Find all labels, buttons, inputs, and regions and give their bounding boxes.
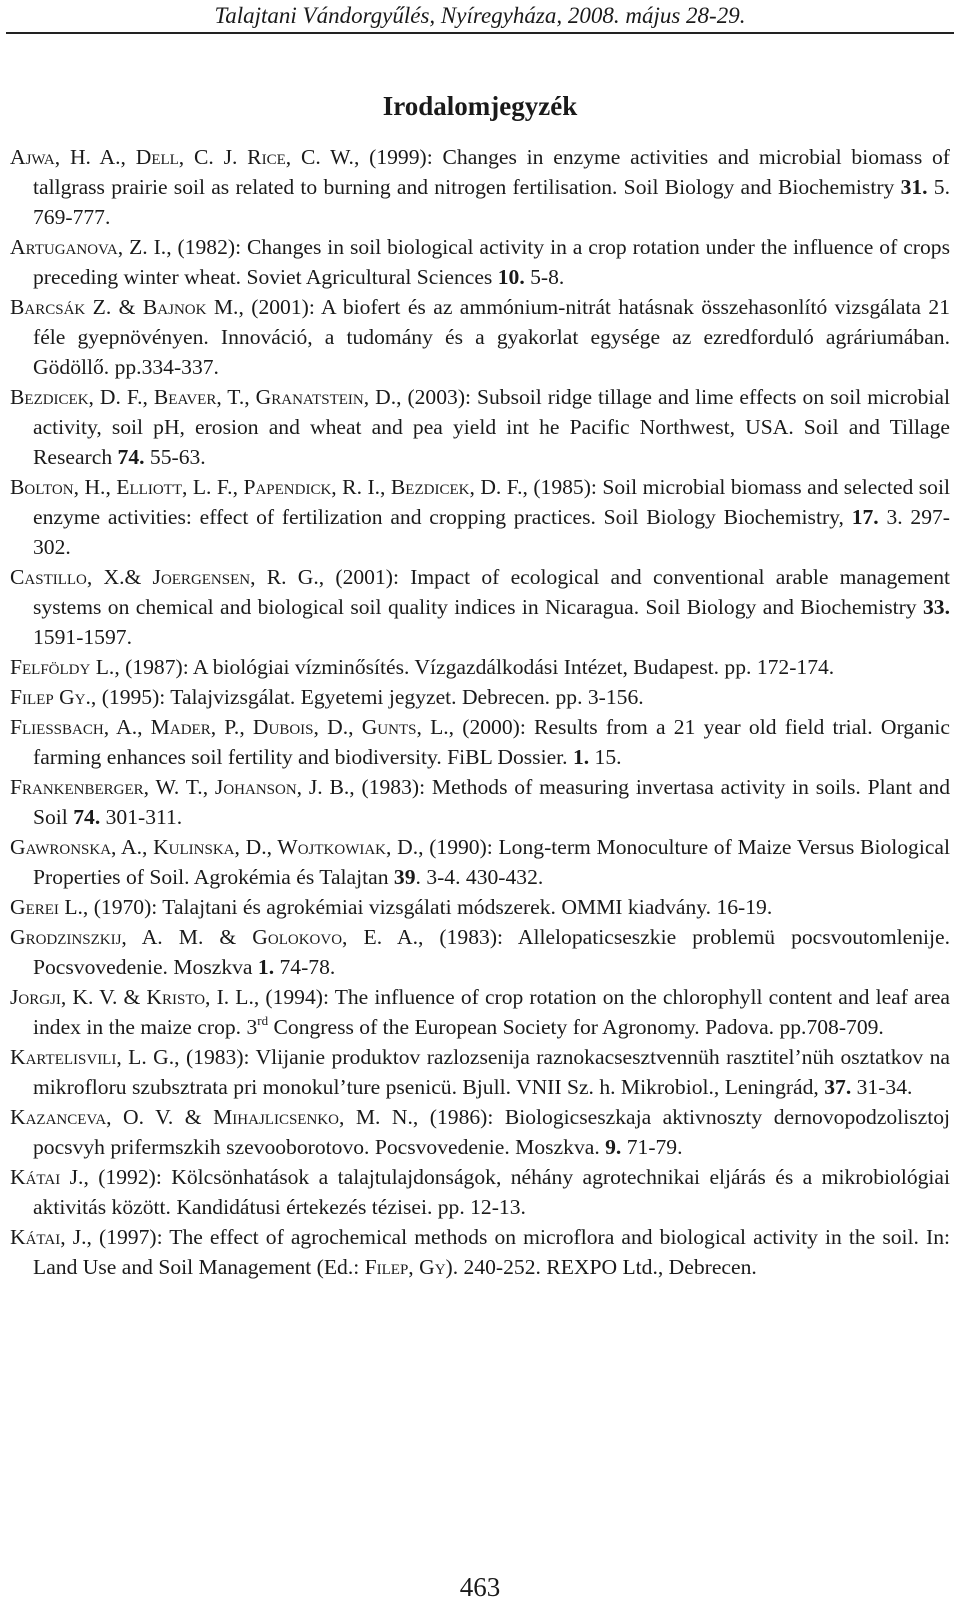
reference-editor: Filep, Gy (364, 1255, 446, 1279)
reference-authors: Gawronska, A., Kulinska, D., Wojtkowiak, D. (10, 835, 419, 859)
reference-volume: 9. (605, 1135, 622, 1159)
reference-authors: Bezdicek, D. F., Beaver, T., Granatstein, D. (10, 385, 397, 409)
reference-entry: Barcsák Z. & Bajnok M., (2001): A biofert és az ammónium-nitrát hatásnak összehasonlító vizsgálata 21 féle gyepnövényen. Innováció, a tudomány és a gyakorlat egysége az ezredforduló agráriumában. Gödöllő. pp.334-337. (10, 295, 950, 379)
reference-volume: 1. (572, 745, 590, 769)
reference-entry: Filep Gy., (1995): Talajvizsgálat. Egyetemi jegyzet. Debrecen. pp. 3-156. (10, 685, 644, 709)
reference-entry: Frankenberger, W. T., Johanson, J. B., (1983): Methods of measuring invertasa activity in soils. Plant and Soil 74. 301-311. (10, 775, 950, 829)
reference-volume: 10. (497, 265, 525, 289)
reference-entry: Jorgji, K. V. & Kristo, I. L., (1994): The influence of crop rotation on the chlorophyll content and leaf area index in the maize crop. 3rd Congress of the European Society for Agronomy. Padova. pp.708-709. (10, 985, 950, 1039)
section-title: Irodalomjegyzék (382, 91, 578, 121)
reference-volume: 33. (923, 595, 950, 619)
reference-entry: Ajwa, H. A., Dell, C. J. Rice, C. W., (1999): Changes in enzyme activities and microbial biomass of tallgrass prairie soil as related to burning and nitrogen fertilisation. Soil Biology and Biochemistry 31. 5. 769-777. (10, 145, 950, 229)
reference-volume: 1. (257, 955, 275, 979)
reference-entry: Gerei L., (1970): Talajtani és agrokémiai vizsgálati módszerek. OMMI kiadvány. 16-19. (10, 895, 773, 919)
reference-authors: Castillo, X.& Joergensen, R. G. (10, 565, 319, 589)
reference-authors: Artuganova, Z. I. (10, 235, 167, 259)
reference-authors: Kátai J. (10, 1165, 84, 1189)
reference-authors: Frankenberger, W. T., Johanson, J. B. (10, 775, 350, 799)
running-header: Talajtani Vándorgyűlés, Nyíregyháza, 2008. május 28-29. (214, 3, 746, 28)
reference-entry: Kartelisvili, L. G., (1983): Vlijanie produktov razlozsenija raznokacsesztvennüh rasztitelʼnüh osztatkov na mikrofloru szubsztrata pri monokulʼture psenicü. Bjull. VNII Sz. h. Mikrobiol., Leningrád, 37. 31-34. (10, 1045, 950, 1099)
page-number: 463 (459, 1572, 501, 1602)
reference-list (10, 142, 950, 1282)
reference-authors: Grodzinszkij, A. M. & Golokovo, E. A. (10, 925, 418, 949)
reference-entry: Bolton, H., Elliott, L. F., Papendick, R. I., Bezdicek, D. F., (1985): Soil microbial biomass and selected soil enzyme activities: effect of fertilization and cropping practices. Soil Biology Biochemistry, 17. 3. 297-302. (10, 475, 950, 559)
reference-entry: Castillo, X.& Joergensen, R. G., (2001): Impact of ecological and conventional arable management systems on chemical and biological soil quality indices in Nicaragua. Soil Biology and Biochemistry 33. 1591-1597. (10, 565, 951, 649)
reference-authors: Bolton, H., Elliott, L. F., Papendick, R. I., Bezdicek, D. F. (10, 475, 523, 499)
reference-entry: Fliessbach, A., Mader, P., Dubois, D., Gunts, L., (2000): Results from a 21 year old field trial. Organic farming enhances soil fertility and biodiversity. FiBL Dossier. 1. 15. (10, 715, 951, 769)
reference-volume: 74. (117, 445, 145, 469)
reference-authors: Kátai, J. (10, 1225, 87, 1249)
reference-entry: Kátai, J., (1997): The effect of agrochemical methods on microflora and biological activity in the soil. In: Land Use and Soil Management (Ed.: Filep, Gy). 240-252. REXPO Ltd., Debrecen. (10, 1225, 950, 1279)
reference-authors: Kartelisvili, L. G. (10, 1045, 175, 1069)
reference-authors: Kazanceva, O. V. & Mihajlicsenko, M. N. (10, 1105, 413, 1129)
header-rule (6, 32, 954, 34)
reference-volume: 74. (73, 805, 101, 829)
reference-authors: Filep Gy. (10, 685, 91, 709)
reference-authors: Jorgji, K. V. & Kristo, I. L. (10, 985, 254, 1009)
reference-volume: 17. (851, 505, 879, 529)
reference-authors: Gerei L. (10, 895, 83, 919)
reference-authors: Barcsák Z. & Bajnok M. (10, 295, 239, 319)
reference-entry: Bezdicek, D. F., Beaver, T., Granatstein, D., (2003): Subsoil ridge tillage and lime effects on soil microbial activity, soil pH, erosion and wheat and pea yield int he Pacific Northwest, USA. Soil and Tillage Research 74. 55-63. (10, 385, 950, 469)
reference-entry: Gawronska, A., Kulinska, D., Wojtkowiak, D., (1990): Long-term Monoculture of Maize Versus Biological Properties of Soil. Agrokémia és Talajtan 39. 3-4. 430-432. (10, 835, 951, 889)
reference-entry: Kazanceva, O. V. & Mihajlicsenko, M. N., (1986): Biologicseszkaja aktivnoszty dernovopodzolisztoj pocsvyh prifermszkih szevooborotovo. Pocsvovedenie. Moszkva. 9. 71-79. (10, 1105, 951, 1159)
reference-entry: Kátai J., (1992): Kölcsönhatások a talajtulajdonságok, néhány agrotechnikai eljárás és a mikrobiológiai aktivitás között. Kandidátusi értekezés tézisei. pp. 12-13. (10, 1165, 950, 1219)
reference-authors: Felföldy L. (10, 655, 115, 679)
reference-authors: Fliessbach, A., Mader, P., Dubois, D., Gunts, L. (10, 715, 449, 739)
reference-volume: 39 (393, 865, 416, 889)
reference-authors: Ajwa, H. A., Dell, C. J. Rice, C. W. (10, 145, 354, 169)
reference-entry: Grodzinszkij, A. M. & Golokovo, E. A., (1983): Allelopaticseszkie problemü pocsvoutomlenije. Pocsvovedenie. Moszkva 1. 74-78. (10, 925, 950, 979)
reference-entry: Artuganova, Z. I., (1982): Changes in soil biological activity in a crop rotation under the influence of crops preceding winter wheat. Soviet Agricultural Sciences 10. 5-8. (10, 235, 950, 289)
reference-entry: Felföldy L., (1987): A biológiai vízminősítés. Vízgazdálkodási Intézet, Budapest. pp. 172-174. (10, 655, 835, 679)
superscript-ordinal: rd (257, 1013, 269, 1028)
reference-volume: 31. (900, 175, 928, 199)
reference-volume: 37. (824, 1075, 852, 1099)
